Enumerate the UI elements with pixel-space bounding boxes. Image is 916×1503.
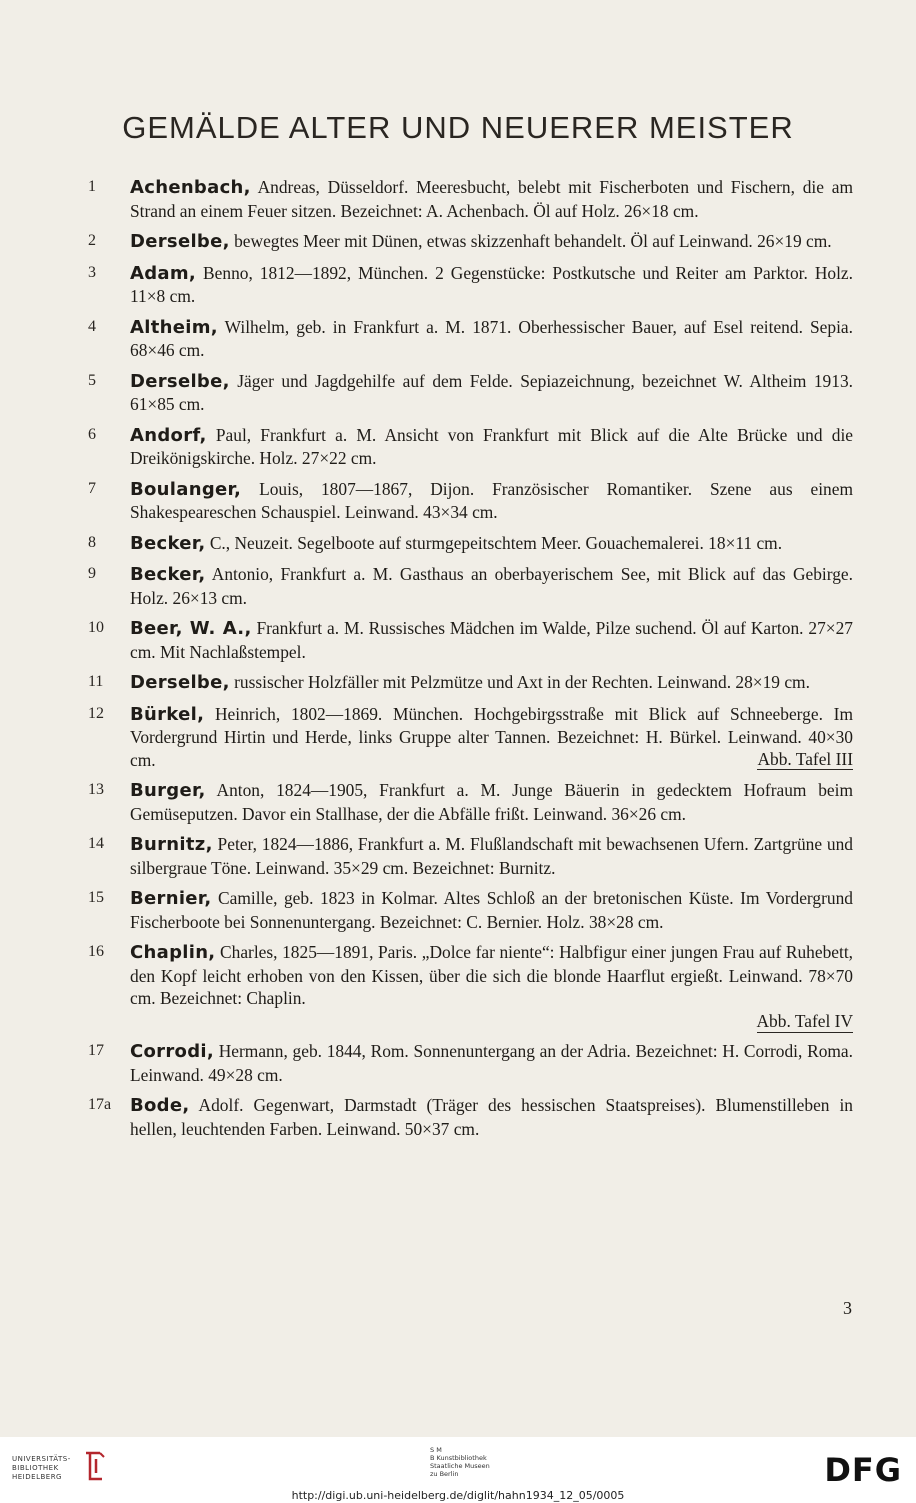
plate-reference-row — [130, 1010, 853, 1033]
artist-name: Bürkel, — [130, 703, 205, 725]
artist-name: Burger, — [130, 780, 206, 801]
entry-number: 17 — [88, 1042, 104, 1059]
entry-number: 12 — [88, 704, 104, 722]
artist-name: Becker, — [130, 532, 206, 554]
entry-number: 11 — [88, 673, 104, 690]
page-number: 3 — [843, 1298, 852, 1318]
page-title: GEMÄLDE ALTER UND NEUERER MEISTER — [122, 110, 794, 145]
heidelberg-library-label: UNIVERSITÄTS- BIBLIOTHEK HEIDELBERG — [12, 1455, 71, 1481]
entry-description: bewegtes Meer mit Dünen, etwas skizzenhaft behandelt. Öl auf Leinwand. 26×19 cm. — [229, 231, 832, 251]
entry-description: C., Neuzeit. Segelboote auf sturmgepeitschtem Meer. Gouachemalerei. 18×11 cm. — [205, 532, 783, 553]
catalog-entry — [88, 563, 853, 609]
entry-description: russischer Holzfäller mit Pelzmütze und Axt in der Rechten. Leinwand. 28×19 cm. — [229, 672, 810, 692]
catalog-entry — [88, 1040, 853, 1086]
artist-name: Derselbe, — [130, 672, 230, 693]
entry-description: Jäger und Jagdgehilfe auf dem Felde. Sepiazeichnung, bezeichnet W. Altheim 1913. 61×85 cm. — [130, 370, 853, 414]
artist-name: Adam, — [130, 262, 197, 284]
catalog-entry — [88, 779, 853, 825]
entry-number: 5 — [88, 371, 96, 389]
catalog-entry — [88, 424, 853, 470]
entry-description: Frankfurt a. M. Russisches Mädchen im Walde, Pilze suchend. Öl auf Karton. 27×27 cm. Mit Nachlaßstempel. — [130, 618, 853, 662]
entry-number: 3 — [88, 263, 96, 281]
artist-name: Altheim, — [130, 316, 218, 338]
entry-number: 15 — [88, 889, 104, 906]
catalog-entry — [88, 887, 853, 933]
entry-description: Hermann, geb. 1844, Rom. Sonnenuntergang an der Adria. Bezeichnet: H. Corrodi, Roma. Leinwand. 49×28 cm. — [130, 1041, 853, 1085]
catalog-entry — [88, 1094, 853, 1140]
catalog-entries — [88, 176, 853, 1148]
entry-description: Camille, geb. 1823 in Kolmar. Altes Schloß an der bretonischen Küste. Im Vordergrund Fischerboote bei Sonnenuntergang. Bezeichnet: C. Bernier. Holz. 38×28 cm. — [130, 888, 853, 932]
catalog-entry — [88, 316, 853, 362]
smb-kunstbibliothek-label: S M B Kunstbibliothek Staatliche Museen zu Berlin — [430, 1446, 490, 1478]
catalog-entry — [88, 176, 853, 222]
entry-number: 8 — [88, 533, 96, 551]
catalog-entry — [88, 532, 853, 556]
catalog-entry — [88, 370, 853, 416]
artist-name: Bode, — [130, 1095, 190, 1116]
artist-name: Bernier, — [130, 888, 212, 909]
catalog-entry — [88, 671, 853, 695]
artist-name: Achenbach, — [130, 177, 251, 198]
artist-name: Corrodi, — [130, 1041, 214, 1062]
entry-number: 16 — [88, 943, 104, 960]
artist-name: Burnitz, — [130, 834, 213, 855]
entry-description: Anton, 1824—1905, Frankfurt a. M. Junge Bäuerin in gedecktem Hofraum beim Gemüseputzen. Davor ein Stallhase, der die Abfälle frißt. Leinwand. 36×26 cm. — [130, 780, 853, 824]
entry-number: 9 — [88, 565, 96, 582]
entry-description: Peter, 1824—1886, Frankfurt a. M. Flußlandschaft mit bewachsenen Ufern. Zartgrüne und silbergraue Töne. Leinwand. 35×29 cm. Bezeichnet: Burnitz. — [130, 834, 853, 878]
artist-name: Derselbe, — [130, 231, 230, 252]
plate-reference: Abb. Tafel III — [757, 748, 853, 769]
artist-name: Derselbe, — [130, 370, 230, 392]
artist-name: Boulanger, — [130, 478, 242, 500]
entry-description: Paul, Frankfurt a. M. Ansicht von Frankfurt mit Blick auf die Alte Brücke und die Dreikönigskirche. Holz. 27×22 cm. — [130, 424, 853, 468]
entry-description: Charles, 1825—1891, Paris. „Dolce far niente“: Halbfigur einer jungen Frau auf Ruhebett, den Kopf leicht erhoben von den Kissen, über die sich die blonde Haarflut ergießt. Leinwand. 78×70 cm. Bezeichnet: Chaplin. — [130, 942, 853, 1008]
entry-number: 1 — [88, 178, 96, 195]
entry-number: 14 — [88, 835, 104, 852]
artist-name: Beer, W. A., — [130, 618, 252, 639]
catalog-entry — [88, 617, 853, 663]
entry-description: Adolf. Gegenwart, Darmstadt (Träger des hessischen Staatspreises). Blumenstilleben in hellen, leuchtenden Farben. Leinwand. 50×37 cm. — [130, 1095, 853, 1139]
catalog-entry — [88, 478, 853, 524]
entry-number: 6 — [88, 425, 96, 443]
entry-number: 7 — [88, 479, 96, 497]
footer-bar — [0, 1437, 916, 1503]
catalog-entry — [88, 230, 853, 254]
entry-description: Louis, 1807—1867, Dijon. Französischer Romantiker. Szene aus einem Shakespeareschen Schauspiel. Leinwand. 43×34 cm. — [130, 478, 853, 522]
source-url-link[interactable]: http://digi.ub.uni-heidelberg.de/diglit/hahn1934_12_05/0005 — [291, 1489, 625, 1502]
entry-description: Wilhelm, geb. in Frankfurt a. M. 1871. Oberhessischer Bauer, auf Esel reitend. Sepia. 68×46 cm. — [130, 316, 853, 360]
entry-number: 4 — [88, 317, 96, 335]
entry-description: Andreas, Düsseldorf. Meeresbucht, belebt mit Fischerboten und Fischern, die am Strand an einem Feuer sitzen. Bezeichnet: A. Achenbach. Öl auf Holz. 26×18 cm. — [130, 177, 853, 221]
catalog-entry — [88, 833, 853, 879]
catalog-entry — [88, 262, 853, 308]
entry-number: 17a — [88, 1096, 112, 1113]
artist-name: Chaplin, — [130, 942, 216, 963]
entry-number: 2 — [88, 232, 96, 249]
heidelberg-logo-icon — [82, 1449, 108, 1483]
dfg-logo: DFG — [824, 1451, 902, 1489]
entry-number: 10 — [88, 619, 104, 636]
artist-name: Becker, — [130, 564, 206, 585]
entry-description: Heinrich, 1802—1869. München. Hochgebirgsstraße mit Blick auf Schneeberge. Im Vordergrund Hirtin und Herde, links Gruppe alter Tannen. Bezeichnet: H. Bürkel. Leinwand. 40×30 cm. — [130, 703, 853, 770]
entry-description: Antonio, Frankfurt a. M. Gasthaus an oberbayerischem See, mit Blick auf das Gebirge. Holz. 26×13 cm. — [130, 564, 853, 608]
plate-reference: Abb. Tafel IV — [756, 1010, 853, 1031]
artist-name: Andorf, — [130, 424, 207, 446]
entry-number: 13 — [88, 781, 104, 798]
catalog-entry — [88, 941, 853, 1032]
entry-description: Benno, 1812—1892, München. 2 Gegenstücke: Postkutsche und Reiter am Parktor. Holz. 11×8 cm. — [130, 262, 853, 306]
catalog-entry — [88, 703, 853, 772]
